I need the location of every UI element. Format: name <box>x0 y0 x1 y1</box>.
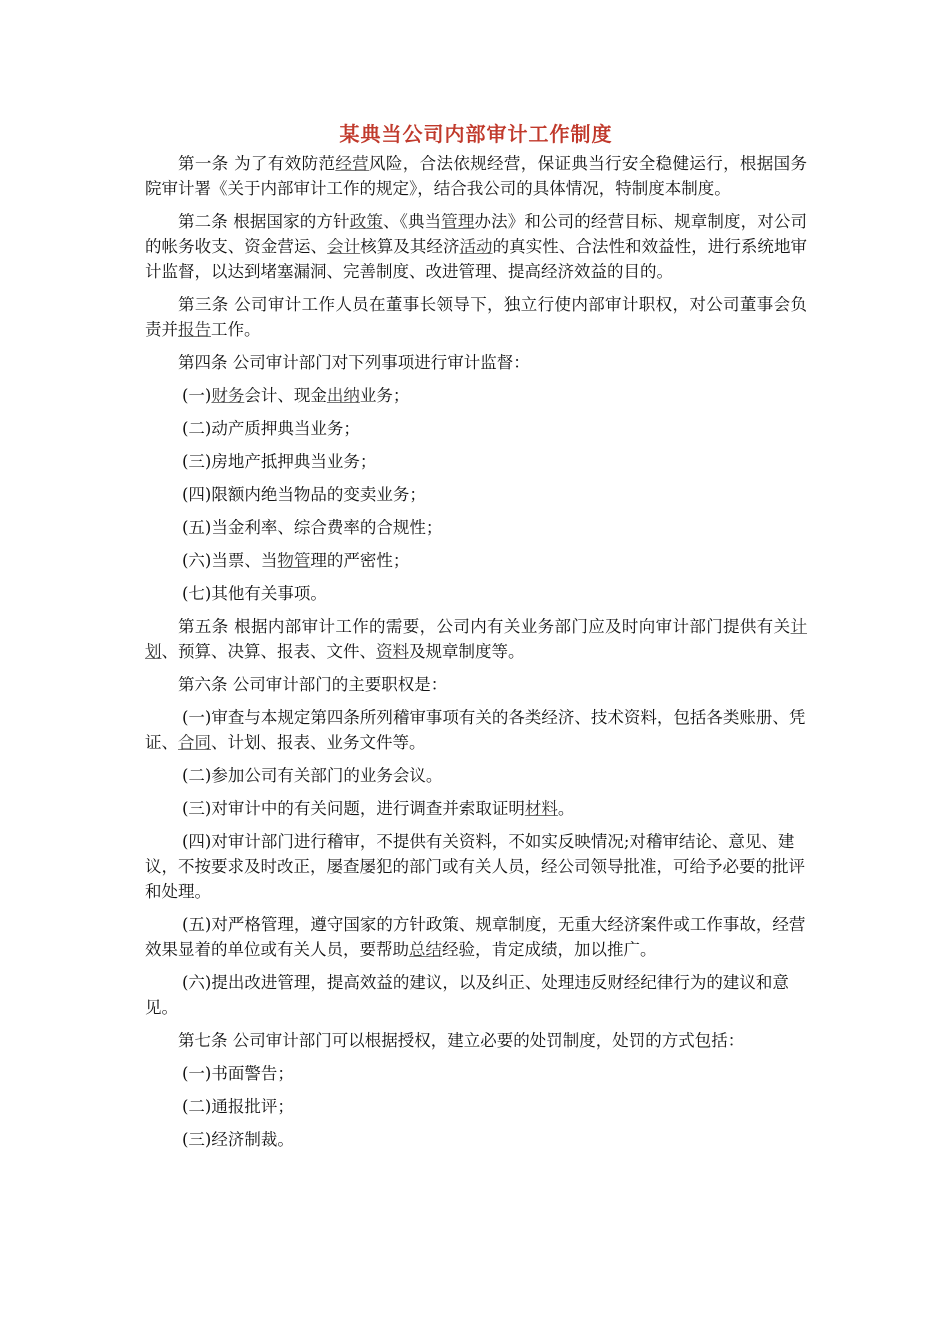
text-run: 理的严密性； <box>310 551 410 570</box>
text-run: 第六条 公司审计部门的主要职权是： <box>178 675 448 694</box>
text-run: (六)当票、当 <box>182 551 278 570</box>
inline-link[interactable]: 管理 <box>441 212 475 231</box>
text-run: (一)审查与本规定第四条所列稽审事项有关的各类经济、技术资料，包括各类账册、凭证、 <box>145 708 806 752</box>
text-run: 第五条 根据内部审计工作的需要，公司内有关业务部门应及时向审计部门提供有关 <box>178 617 791 636</box>
inline-link[interactable]: 活动 <box>459 237 493 256</box>
text-run: 、计划、报表、业务文件等。 <box>211 733 426 752</box>
document-title: 某典当公司内部审计工作制度 <box>339 122 613 146</box>
list-item <box>145 548 807 573</box>
list-item <box>145 1127 807 1152</box>
list-item <box>145 1094 807 1119</box>
list-item <box>145 829 807 904</box>
text-run: 核算及其经济 <box>360 237 460 256</box>
list-item <box>145 763 807 788</box>
list-item <box>145 416 807 441</box>
inline-link[interactable]: 合同 <box>178 733 211 752</box>
inline-link[interactable]: 材料 <box>524 799 558 818</box>
text-run: 的真实性、合法性和效益性，进行系统地审计监督，以达到堵塞漏洞、完善制度、改进管理、提高经济效益的目的。 <box>145 237 808 281</box>
text-run: 第七条 公司审计部门可以根据授权，建立必要的处罚制度，处罚的方式包括： <box>178 1031 745 1050</box>
list-item <box>145 449 807 474</box>
inline-link[interactable]: 报告 <box>178 320 211 339</box>
article-paragraph <box>145 209 807 284</box>
inline-link[interactable]: 计划 <box>145 617 807 661</box>
inline-link[interactable]: 物管 <box>277 551 311 570</box>
list-item <box>145 912 807 962</box>
text-run: 工作。 <box>211 320 261 339</box>
text-run: (三)经济制裁。 <box>182 1130 294 1149</box>
text-run: (三)对审计中的有关问题，进行调查并索取证明 <box>182 799 525 818</box>
article-paragraph <box>145 614 807 664</box>
text-run: 、预算、决算、报表、文件、 <box>161 642 376 661</box>
inline-link[interactable]: 出纳 <box>326 386 360 405</box>
text-run: (二)参加公司有关部门的业务会议。 <box>182 766 443 785</box>
article-paragraph <box>145 292 807 342</box>
text-run: 经验，肯定成绩，加以推广。 <box>442 940 657 959</box>
text-run: (二)动产质押典当业务； <box>182 419 360 438</box>
text-run: (一)书面警告； <box>182 1064 294 1083</box>
text-run: (七)其他有关事项。 <box>182 584 327 603</box>
list-item <box>145 970 807 1020</box>
document-body <box>145 118 807 1160</box>
list-item <box>145 581 807 606</box>
text-run: 、《典当 <box>382 212 442 231</box>
text-run: 第二条 根据国家的方针 <box>178 212 350 231</box>
article-paragraph <box>145 350 807 375</box>
text-run: 及规章制度等。 <box>409 642 525 661</box>
text-run: (六)提出改进管理，提高效益的建议，以及纠正、处理违反财经纪律行为的建议和意见。 <box>145 973 789 1017</box>
text-run: 第一条 为了有效防范 <box>178 154 336 173</box>
text-run: 业务； <box>359 386 410 405</box>
article-paragraph <box>145 151 807 201</box>
text-run: (二)通报批评； <box>182 1097 294 1116</box>
text-run: (四)对审计部门进行稽审，不提供有关资料，不如实反映情况;对稽审结论、意见、建议，不按要求及时改正，屡查屡犯的部门或有关人员，经公司领导批准，可给予必要的批评和处理。 <box>145 832 805 901</box>
inline-link[interactable]: 政策 <box>349 212 383 231</box>
text-run: (一) <box>182 386 212 405</box>
inline-link[interactable]: 会计 <box>327 237 361 256</box>
inline-link[interactable]: 资料 <box>376 642 409 661</box>
list-item <box>145 482 807 507</box>
inline-link[interactable]: 总结 <box>409 940 442 959</box>
list-item <box>145 383 807 408</box>
list-item <box>145 1061 807 1086</box>
article-paragraph <box>145 672 807 697</box>
list-item <box>145 796 807 821</box>
inline-link[interactable]: 财务 <box>211 386 245 405</box>
list-item <box>145 705 807 755</box>
text-run: 第三条 公司审计工作人员在董事长领导下，独立行使内部审计职权，对公司董事会负责并 <box>145 295 807 339</box>
text-run: 第四条 公司审计部门对下列事项进行审计监督： <box>178 353 530 372</box>
text-run: 会计、现金 <box>244 386 327 405</box>
text-run: (五)当金利率、综合费率的合规性； <box>182 518 443 537</box>
text-run: (四)限额内绝当物品的变卖业务； <box>182 485 426 504</box>
article-paragraph <box>145 1028 807 1053</box>
inline-link[interactable]: 经营 <box>335 154 370 173</box>
text-run: 风险，合法依规经营，保证典当行安全稳健运行，根据国务院审计署《关于内部审计工作的规定》，结合我公司的具体情况，特制度本制度。 <box>145 154 807 198</box>
text-run: (五)对严格管理，遵守国家的方针政策、规章制度，无重大经济案件或工作事故，经营效果显着的单位或有关人员，要帮助 <box>145 915 806 959</box>
text-run: 办法》和公司的经营目标、规章制度，对公司的帐务收支、资金营运、 <box>145 212 808 256</box>
list-item <box>145 515 807 540</box>
text-run: 。 <box>557 799 575 818</box>
text-run: (三)房地产抵押典当业务； <box>182 452 377 471</box>
paragraph-list <box>145 151 807 1152</box>
